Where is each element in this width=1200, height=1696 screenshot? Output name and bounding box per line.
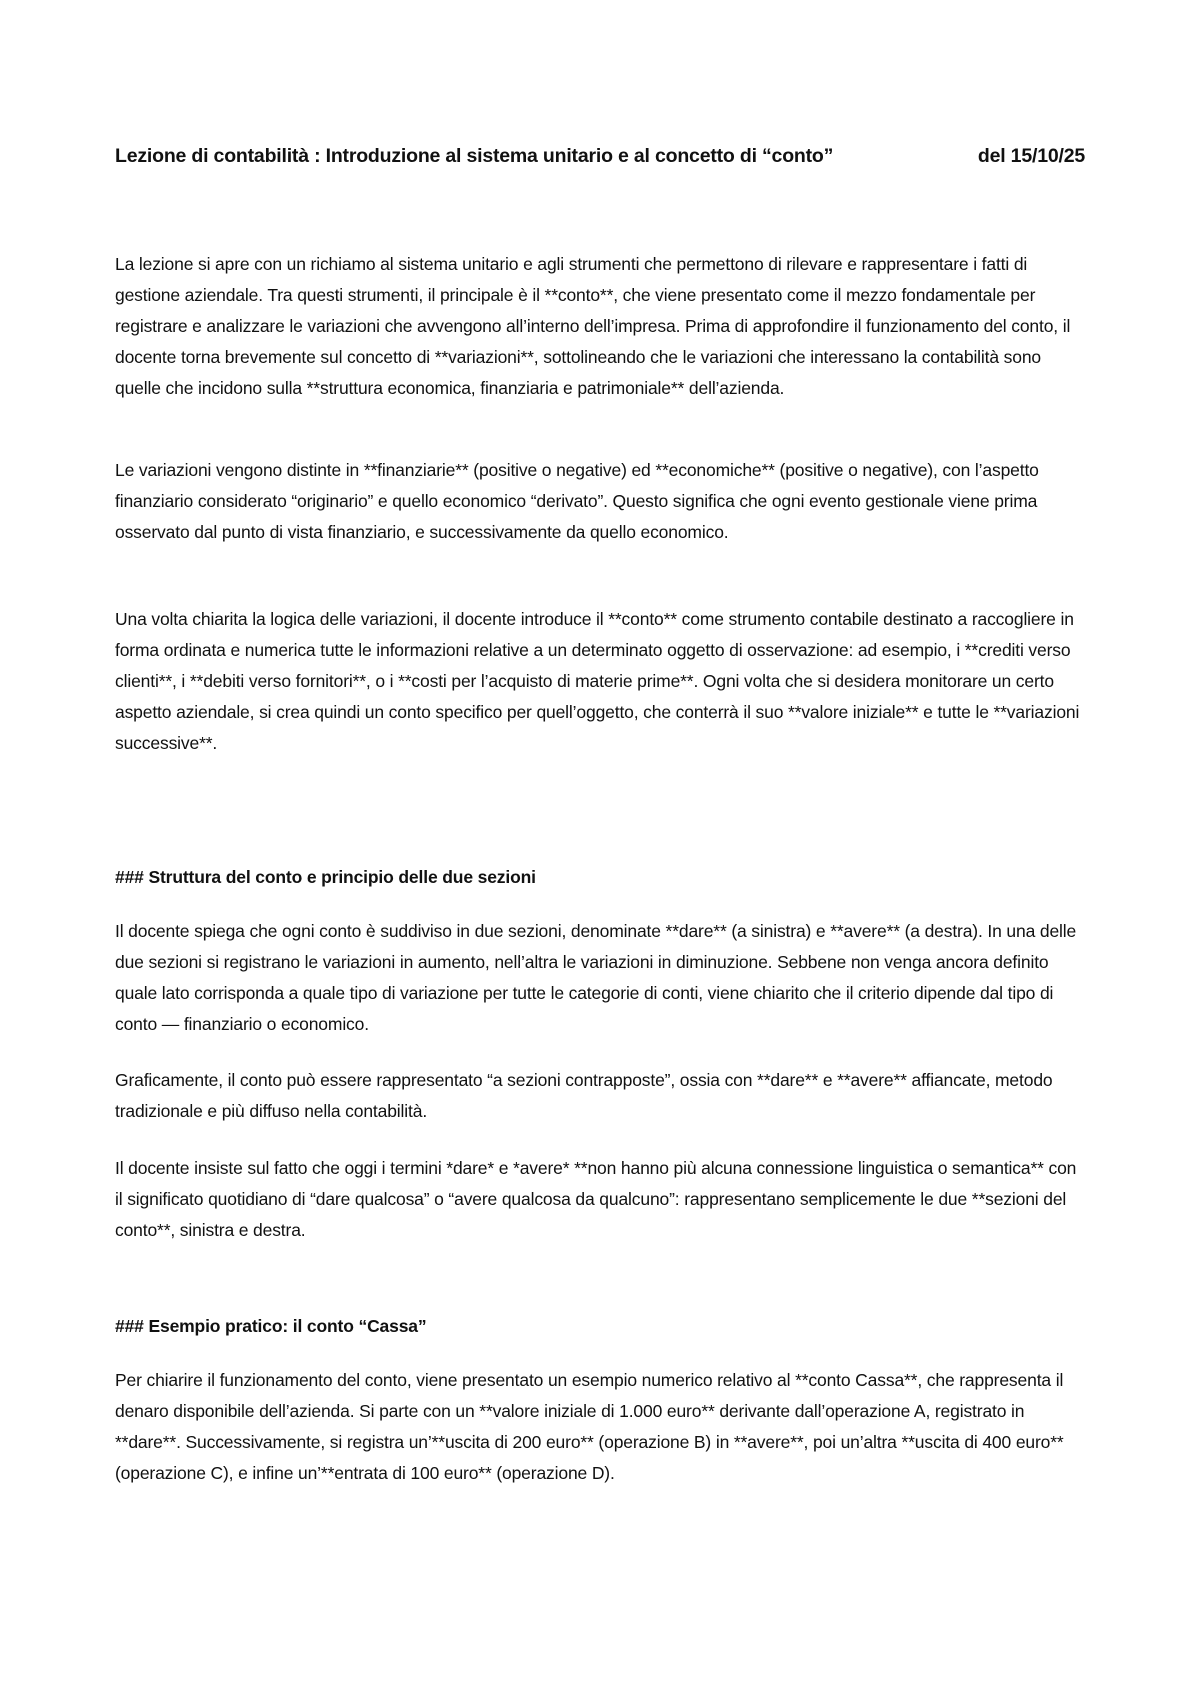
document-header — [115, 145, 1085, 168]
struttura-paragraph-3: Il docente insiste sul fatto che oggi i termini *dare* e *avere* **non hanno più alcuna connessione linguistica o semantica** con il significato quotidiano di “dare qualcosa” o “avere qualcosa da qualcuno”: rappresentano semplicemente le due **sezioni del conto**, sinistra e destra. — [115, 1158, 1077, 1240]
document-title: Lezione di contabilità : Introduzione al sistema unitario e al concetto di “conto” — [115, 145, 834, 167]
section-heading-esempio: ### Esempio pratico: il conto “Cassa” — [115, 1316, 427, 1336]
struttura-paragraph-1: Il docente spiega che ogni conto è suddiviso in due sezioni, denominate **dare** (a sinistra) e **avere** (a destra). In una delle due sezioni si registrano le variazioni in aumento, nell’altra le variazioni in diminuzione. Sebbene non venga ancora definito quale lato corrisponda a quale tipo di variazione per tutte le categorie di conti, viene chiarito che il criterio dipende dal tipo di conto — finanziario o economico. — [115, 921, 1077, 1034]
esempio-paragraph-1: Per chiarire il funzionamento del conto, viene presentato un esempio numerico relativo al **conto Cassa**, che rappresenta il denaro disponibile dell’azienda. Si parte con un **valore iniziale di 1.000 euro** derivante dall’operazione A, registrato in **dare**. Successivamente, si registra un’**uscita di 200 euro** (operazione B) in **avere**, poi un’altra **uscita di 400 euro** (operazione C), e infine un’**entrata di 100 euro** (operazione D). — [115, 1370, 1064, 1483]
intro-paragraph-1: La lezione si apre con un richiamo al sistema unitario e agli strumenti che permettono di rilevare e rappresentare i fatti di gestione aziendale. Tra questi strumenti, il principale è il **conto**, che viene presentato come il mezzo fondamentale per registrare e analizzare le variazioni che avvengono all’interno dell’impresa. Prima di approfondire il funzionamento del conto, il docente torna brevemente sul concetto di **variazioni**, sottolineando che le variazioni che interessano la contabilità sono quelle che incidono sulla **struttura economica, finanziaria e patrimoniale** dell’azienda. — [115, 254, 1071, 398]
section-heading-struttura: ### Struttura del conto e principio delle due sezioni — [115, 867, 536, 887]
intro-paragraph-3: Una volta chiarita la logica delle variazioni, il docente introduce il **conto** come strumento contabile destinato a raccogliere in forma ordinata e numerica tutte le informazioni relative a un determinato oggetto di osservazione: ad esempio, i **crediti verso clienti**, i **debiti verso fornitori**, o i **costi per l’acquisto di materie prime**. Ogni volta che si desidera monitorare un certo aspetto aziendale, si crea quindi un conto specifico per quell’oggetto, che conterrà il suo **valore iniziale** e tutte le **variazioni successive**. — [115, 609, 1080, 753]
intro-paragraph-2: Le variazioni vengono distinte in **finanziarie** (positive o negative) ed **economiche** (positive o negative), con l’aspetto finanziario considerato “originario” e quello economico “derivato”. Questo significa che ogni evento gestionale viene prima osservato dal punto di vista finanziario, e successivamente da quello economico. — [115, 460, 1039, 542]
document-page — [115, 0, 1085, 1696]
struttura-paragraph-2: Graficamente, il conto può essere rappresentato “a sezioni contrapposte”, ossia con **dare** e **avere** affiancate, metodo tradizionale e più diffuso nella contabilità. — [115, 1070, 1053, 1121]
document-date: del 15/10/25 — [977, 145, 1085, 167]
